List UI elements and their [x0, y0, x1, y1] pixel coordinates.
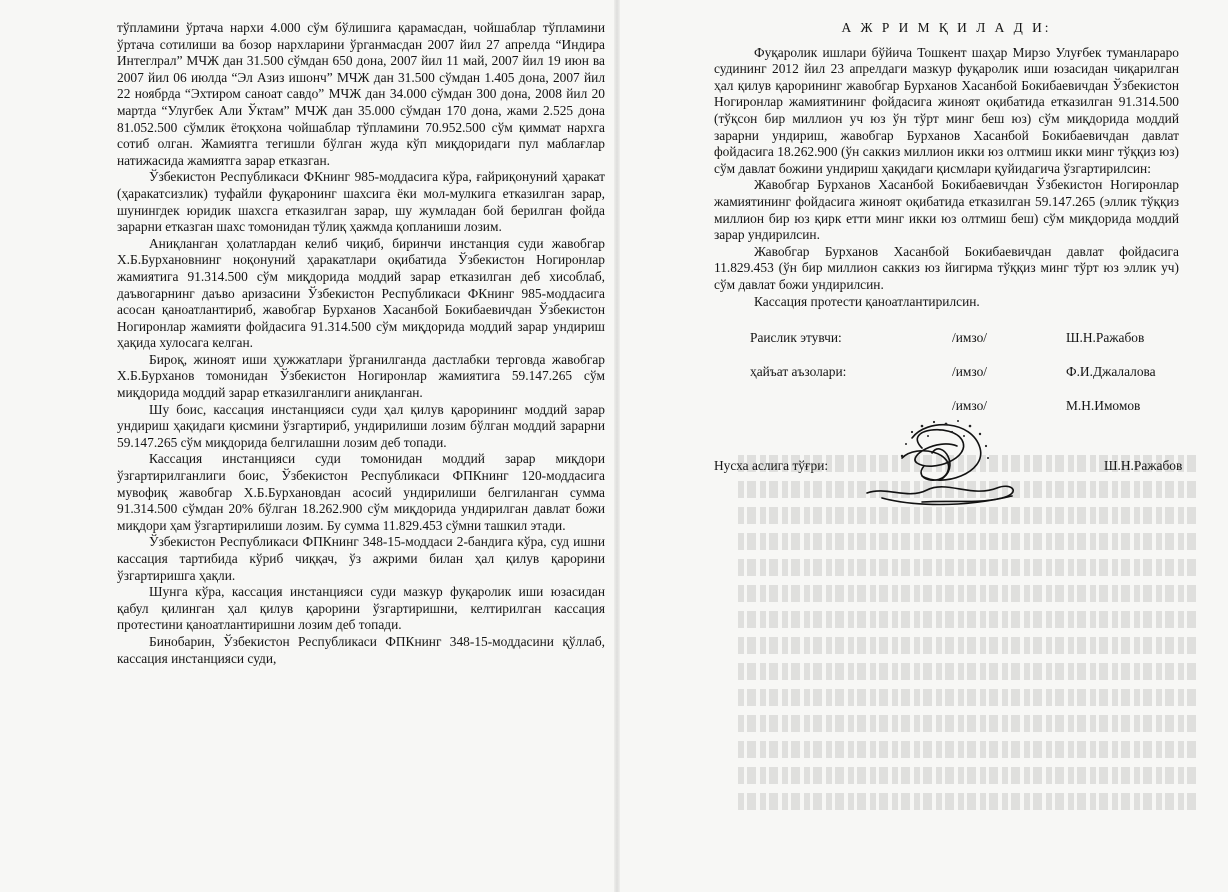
signature-mark: /имзо/ — [952, 364, 987, 380]
paragraph: Шунга кўра, кассация инстанцияси суди мазкур фуқаролик иши юзасидан қабул қилинган ҳал қилув қарорини ўзгартиришни, келтирилган кассация протестини қаноатлантиришни лозим деб топади. — [117, 584, 605, 633]
paragraph: Кассация протести қаноатлантирилсин. — [754, 293, 980, 309]
paragraph: Ўзбекистон Республикаси ФПКнинг 348-15-моддаси 2-бандига кўра, суд ишни кассация тартибида кўриб чиққач, ўз ажрими билан ҳал қилув қарорини ўзгартиришга ҳақли. — [117, 534, 605, 583]
paragraph: Жавобгар Бурханов Хасанбой Бокибаевичдан Ўзбекистон Ногиронлар жамиятининг фойдасига жиноят оқибатида етказилган 59.147.265 (эллик тўққиз миллион бир юз қирк етти минг икки юз олтмиш беш) сўм миқдорида моддий зарар ундирилсин. — [714, 177, 1179, 243]
paragraph: Ўзбекистон Республикаси ФКнинг 985-моддасига кўра, ғайриқонуний ҳаракат (ҳаракатсизлик) туфайли фуқаронинг шахсига ёки мол-мулкига етказилган зарар, шунингдек юридик шахсга етказилган зарар, шу жумладан бой берилган фойда зарарни етказган шахс томонидан тўлиқ ҳажмда қопланиши лозим. — [117, 169, 605, 235]
signature-row-member — [714, 364, 1179, 398]
ruling-heading: А Ж Р И М Қ И Л А Д И: — [841, 20, 1052, 35]
signature-name: М.Н.Имомов — [1066, 398, 1141, 414]
paragraph: Шу боис, кассация инстанцияси суди ҳал қилув қарорининг моддий зарар ундириш ҳақидаги қисмини ўзгартириб, ундирилиши лозим бўлган моддий зарарни 59.147.265 сўм миқдорида белгилашни лозим деб топади. — [117, 401, 605, 450]
signature-mark: /имзо/ — [952, 330, 987, 346]
paragraph: Бинобарин, Ўзбекистон Республикаси ФПКнинг 348-15-моддасини қўллаб, кассация инстанцияси суди, — [117, 633, 605, 666]
page-fold — [614, 0, 620, 892]
paragraph: Бироқ, жиноят иши ҳужжатлари ўрганилганда дастлабки терговда жавобгар Х.Б.Бурханов томонидан Ўзбекистон Ногиронлар жамиятига 59.147.265 сўм миқдорида моддий зарар етказилганлиги аниқланган. — [117, 351, 605, 401]
paragraph: Кассация инстанцияси суди томонидан моддий зарар миқдори ўзгартирилганлиги боис, Ўзбекистон Республикаси ФПКнинг 120-моддасига мувофиқ жавобгар Х.Б.Бурхановдан асосий ундирилиши белгиланган сумма 91.314.500 сўмдан 20% бўлган 18.262.900 сўм миқдорида ундирилган давлат божи миқдори ҳам ўзгартирилиши лозим. Бу сумма 11.829.453 сўмни ташкил этади. — [117, 451, 605, 533]
left-page-text — [117, 20, 605, 667]
copy-label: Нусха аслига тўғри: — [714, 458, 829, 474]
signature-row-chair — [714, 330, 1179, 364]
signature-name: Ш.Н.Ражабов — [1066, 330, 1145, 346]
paragraph: Жавобгар Бурханов Хасанбой Бокибаевичдан давлат фойдасига 11.829.453 (ўн бир миллион саккиз юз йигирма тўққиз минг тўрт юз эллик уч) сўм давлат божи ундирилсин. — [714, 243, 1179, 292]
signature-role: ҳайъат аъзолари: — [750, 364, 847, 380]
signature-role: Раислик этувчи: — [750, 330, 842, 346]
copy-name: Ш.Н.Ражабов — [1104, 458, 1183, 474]
paragraph: Аниқланган ҳолатлардан келиб чиқиб, биринчи инстанция суди жавобгар Х.Б.Бурхановнинг ноқонуний ҳаракатлари оқибатида Ўзбекистон Ногиронлар жамиятига 91.314.500 сўм миқдорида моддий зарар етказилган деб хисоблаб, даъвогарнинг даъво аризасини Ўзбекистон Республикаси ФКнинг 985-моддасига асосан қаноатлантириб, жавобгар Бурханов Хасанбой Бокибаевичдан Ўзбекистон Ногиронлар жамияти фойдасига 91.314.500 сўм миқдорида моддий зарар ундириш ҳақида хулосага келган. — [117, 235, 605, 351]
signature-mark: /имзо/ — [952, 398, 987, 414]
paragraph: Фуқаролик ишлари бўйича Тошкент шаҳар Мирзо Улуғбек туманлараро судининг 2012 йил 23 апрелдаги мазкур фуқаролик иши юзасидан чиқарилган ҳал қилув қарорининг жавобгар Бурханов Хасанбой Бокибаевичдан Ўзбекистон Ногиронлар жамиятининг фойдасига жиноят оқибатида етказилган 91.314.500 (тўқсон бир миллион уч юз ўн тўрт минг беш юз) сўм миқдорида моддий зарарни ундириш, жавобгар Бурханов Хасанбой Бокибаевичдан давлат фойдасига 18.262.900 (ўн саккиз миллион икки юз олтмиш икки минг тўққиз юз) сўм давлат божини ундириш ҳақидаги қисмлари қуйидагича ўзгартирилсин: — [714, 44, 1179, 176]
paragraph: тўпламини ўртача нархи 4.000 сўм бўлишига қарамасдан, чойшаблар тўпламини ўртача сотилиши ва бозор нархларини ўрганмасдан 2007 йил 27 апрелда “Индира Интеглрал” МЧЖ дан 31.500 сўмдан 650 дона, 2007 йил 11 май, 2007 йил 19 июн ва 2007 йил 06 июлда “Эл Азиз ишонч” МЧЖ дан 31.500 сўмдан 1.405 дона, 2007 йил 22 ноябрда “Эхтиром саноат савдо” МЧЖ дан 34.000 сўмдан 300 дона, 2008 йил 20 мартда “Улугбек Али Ўктам” МЧЖ дан 35.000 сўмдан 170 дона, жами 2.525 дона 81.052.500 сўмлик ётоқхона чойшаблар тўпламини 70.952.500 сўм қиммат нархга сотиб олган. Жамиятга тегишли бўлган жуда кўп миқдоридаги пул маблағлар натижасида жамиятга зарар етказган. — [117, 20, 605, 168]
signature-name: Ф.И.Джалалова — [1066, 364, 1156, 380]
handwritten-signature — [862, 418, 1032, 510]
